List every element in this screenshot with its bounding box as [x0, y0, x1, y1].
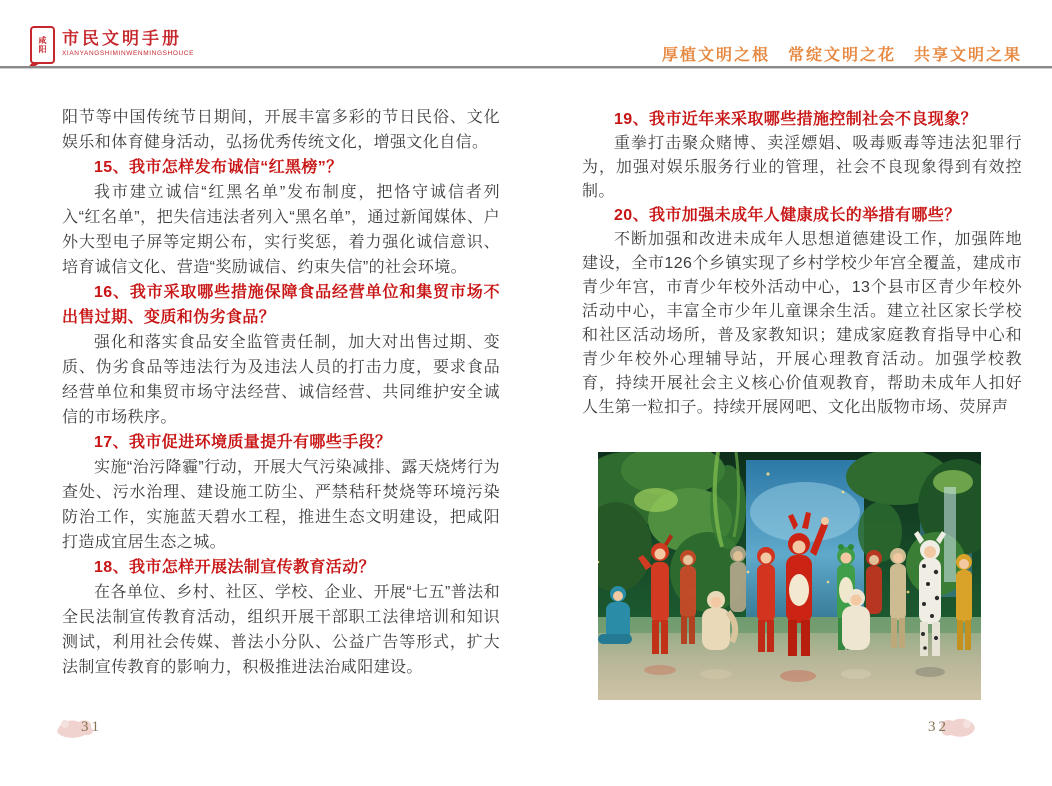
answer-16-paragraph: 强化和落实食品安全监管责任制，加大对出售过期、变质、伪劣食品等违法行为及违法人员的打击力度，要求食品经营单位和集贸市场守法经营、诚信经营、共同维护安全诚信的市场秩序。	[62, 334, 500, 426]
page-number-right-group	[928, 714, 977, 740]
left-page-column	[62, 105, 500, 680]
handbook-logo	[30, 26, 194, 64]
question-15-heading: 15、我市怎样发布诚信“红黑榜”？	[94, 159, 343, 176]
stage-performance-photo	[598, 452, 981, 700]
handbook-title-pinyin: XIANYANGSHIMINWENMINGSHOUCE	[62, 50, 195, 57]
page-header	[0, 0, 1052, 70]
answer-17-paragraph: 实施“治污降霾”行动，开展大气污染减排、露天烧烤行为查处、污水治理、建设施工防尘、严禁秸秆焚烧等环境污染防治工作，实施蓝天碧水工程，推进生态文明建设，把咸阳打造成宜居生态之城。	[62, 459, 500, 551]
paragraph-continuation: 阳节等中国传统节日期间，开展丰富多彩的节日民俗、文化娱乐和体育健身活动，弘扬优秀传统文化，增强文化自信。	[62, 109, 500, 151]
page-number-32: 32	[928, 718, 949, 735]
city-seal-icon	[30, 26, 55, 64]
answer-18-paragraph: 在各单位、乡村、社区、学校、企业、开展“七五”普法和全民法制宣传教育活动，组织开展干部职工法律培训和知识测试，利用社会传媒、普法小分队、公益广告等形式，扩大法制宣传教育的影响力，积极推进法治咸阳建设。	[62, 584, 500, 676]
seal-char-1: 咸	[38, 36, 47, 45]
handbook-title: 市民文明手册	[62, 29, 182, 48]
seal-char-2: 阳	[38, 45, 47, 54]
right-page-column	[582, 108, 1022, 420]
page-number-31: 31	[81, 718, 102, 735]
header-divider	[0, 66, 1052, 69]
header-slogan: 厚植文明之根 常绽文明之花 共享文明之果	[661, 47, 1022, 64]
answer-15-paragraph: 我市建立诚信“红黑名单”发布制度，把恪守诚信者列入“红名单”，把失信违法者列入“黑名单”，通过新闻媒体、户外大型电子屏等定期公布，实行奖惩，着力强化诚信意识、培育诚信文化、营造“奖励诚信、约束失信”的社会环境。	[62, 184, 500, 276]
answer-20-paragraph: 不断加强和改进未成年人思想道德建设工作，加强阵地建设，全市126个乡镇实现了乡村学校少年宫全覆盖，建成市青少年宫，市青少年校外活动中心，13个县市区青少年校外活动中心，丰富全市少年儿童课余生活。建立社区家长学校和社区活动场所，普及家教知识；建成家庭教育指导中心和青少年校外心理辅导站，开展心理教育活动。加强学校教育，持续开展社会主义核心价值观教育，帮助未成年人扣好人生第一粒扣子。持续开展网吧、文化出版物市场、荧屏声	[582, 231, 1022, 416]
stage-performance-illustration	[598, 452, 981, 700]
question-18-heading: 18、我市怎样开展法制宣传教育活动？	[94, 559, 375, 576]
answer-19-paragraph: 重拳打击聚众赌博、卖淫嫖娼、吸毒贩毒等违法犯罪行为，加强对娱乐服务行业的管理，社会不良现象得到有效控制。	[582, 135, 1022, 200]
question-17-heading: 17、我市促进环境质量提升有哪些手段？	[94, 434, 392, 451]
question-16-heading: 16、我市采取哪些措施保障食品经营单位和集贸市场不出售过期、变质和伪劣食品？	[62, 284, 500, 326]
question-20-heading: 20、我市加强未成年人健康成长的举措有哪些？	[614, 207, 961, 224]
question-19-heading: 19、我市近年来采取哪些措施控制社会不良现象？	[614, 111, 977, 128]
page-number-left-group	[55, 714, 102, 740]
title-stack	[62, 26, 194, 58]
